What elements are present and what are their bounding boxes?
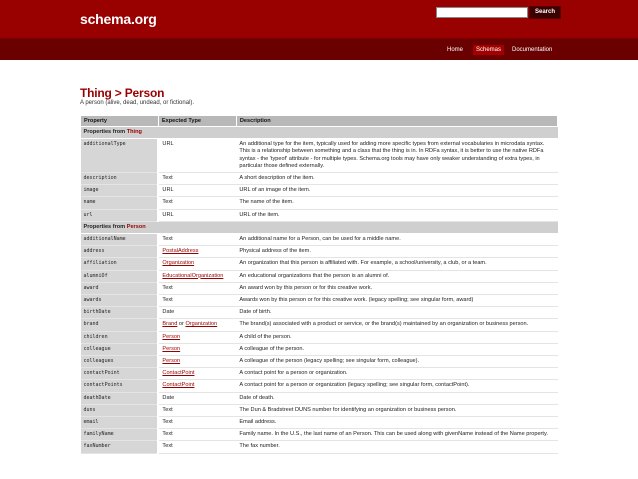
search-button[interactable]: Search — [529, 6, 561, 19]
table-row — [81, 417, 558, 429]
breadcrumb-separator: > — [111, 86, 125, 100]
type-link[interactable]: EducationalOrganization — [162, 272, 224, 279]
table-row — [81, 234, 558, 246]
property-name[interactable]: affiliation — [81, 258, 159, 270]
nav-item-home[interactable]: Home — [447, 47, 464, 53]
property-description: Email address. — [236, 417, 557, 429]
table-row — [81, 307, 558, 319]
section-header — [81, 221, 558, 233]
type-text: Text — [162, 419, 173, 426]
section-prefix: Properties from — [83, 129, 127, 135]
property-name[interactable]: email — [81, 417, 159, 429]
property-description: A child of the person. — [236, 331, 557, 343]
table-row — [81, 356, 558, 368]
section-header — [81, 127, 558, 139]
expected-type-cell — [158, 417, 236, 429]
nav-bar — [0, 38, 638, 60]
type-text: or — [177, 321, 186, 328]
type-link[interactable]: ContactPoint — [162, 382, 195, 389]
expected-type-cell — [158, 139, 236, 173]
expected-type-cell — [158, 185, 236, 197]
property-description: The Dun & Bradstreet DUNS number for identifying an organization or business person. — [236, 404, 557, 416]
expected-type-cell — [158, 356, 236, 368]
property-description: Date of death. — [236, 392, 557, 404]
expected-type-cell — [158, 282, 236, 294]
breadcrumb-thing[interactable]: Thing — [80, 86, 112, 100]
property-description: Physical address of the item. — [236, 246, 557, 258]
property-name[interactable]: image — [81, 185, 159, 197]
type-link[interactable]: Person — [162, 333, 181, 340]
table-row — [81, 173, 558, 185]
table-row — [81, 404, 558, 416]
table-row — [81, 331, 558, 343]
type-text: Text — [162, 406, 173, 413]
type-link[interactable]: PostalAddress — [162, 248, 199, 255]
property-name[interactable]: award — [81, 282, 159, 294]
table-row — [81, 139, 558, 173]
property-name[interactable]: contactPoints — [81, 380, 159, 392]
column-header-description: Description — [236, 116, 557, 127]
table-body — [81, 127, 558, 454]
table-row — [81, 282, 558, 294]
property-description: A contact point for a person or organization (legacy spelling; see singular form, contactPoint). — [236, 380, 557, 392]
property-name[interactable]: additionalName — [81, 234, 159, 246]
expected-type-cell — [158, 368, 236, 380]
section-header-row — [81, 221, 558, 233]
property-description: A short description of the item. — [236, 173, 557, 185]
table-row — [81, 270, 558, 282]
table-row — [81, 368, 558, 380]
column-header-expected-type: Expected Type — [158, 116, 236, 127]
table-row — [81, 197, 558, 209]
expected-type-cell — [158, 246, 236, 258]
header-bar — [0, 0, 638, 38]
breadcrumb-person: Person — [124, 86, 165, 100]
expected-type-cell — [158, 209, 236, 221]
property-name[interactable]: alumniOf — [81, 270, 159, 282]
type-text: Text — [162, 431, 173, 438]
type-text: Text — [162, 236, 173, 243]
section-prefix: Properties from — [83, 223, 127, 230]
table-row — [81, 246, 558, 258]
type-text: Date — [162, 394, 175, 401]
property-name[interactable]: colleague — [81, 343, 159, 355]
expected-type-cell — [158, 307, 236, 319]
properties-table — [80, 115, 558, 454]
site-logo[interactable]: schema.org — [80, 11, 157, 27]
property-description: URL of an image of the item. — [236, 185, 557, 197]
type-link[interactable]: Organization — [162, 260, 195, 267]
type-text: URL — [162, 187, 174, 194]
property-name[interactable]: familyName — [81, 429, 159, 441]
property-name[interactable]: colleagues — [81, 356, 159, 368]
column-header-property: Property — [81, 116, 159, 127]
property-description: Date of birth. — [236, 307, 557, 319]
property-description: An award won by this person or for this creative work. — [236, 282, 557, 294]
property-name[interactable]: additionalType — [81, 139, 159, 173]
expected-type-cell — [158, 173, 236, 185]
expected-type-cell — [158, 441, 236, 453]
table-row — [81, 429, 558, 441]
expected-type-cell — [158, 392, 236, 404]
property-name[interactable]: faxNumber — [81, 441, 159, 453]
table-row — [81, 441, 558, 453]
page-title — [80, 86, 164, 100]
page-subtitle: A person (alive, dead, undead, or fictional). — [80, 100, 195, 106]
property-description: An additional name for a Person, can be used for a middle name. — [236, 234, 557, 246]
table-row — [81, 209, 558, 221]
type-text: Text — [162, 284, 173, 291]
type-text: Text — [162, 297, 173, 304]
expected-type-cell — [158, 295, 236, 307]
type-link[interactable]: Brand — [162, 321, 178, 328]
property-description: The fax number. — [236, 441, 557, 453]
property-name[interactable]: duns — [81, 404, 159, 416]
property-name[interactable]: awards — [81, 295, 159, 307]
property-description: The name of the item. — [236, 197, 557, 209]
property-name[interactable]: birthDate — [81, 307, 159, 319]
nav-item-documentation[interactable]: Documentation — [512, 47, 553, 53]
type-text: URL — [162, 141, 174, 148]
section-type-link[interactable]: Person — [126, 223, 146, 230]
type-text: URL — [162, 211, 174, 218]
property-description: An additional type for the item, typically used for adding more specific types from external vocabularies in microdata syntax. This is a relationship between something and a class that the thing is in. In RDFa syntax, it is better to use the native RDFa syntax - the 'typeof' attribute - for multiple types. Schema.org tools may have only weaker understanding of extra types, in particular those defined externally. — [236, 139, 557, 173]
property-name[interactable]: brand — [81, 319, 159, 331]
section-header-row — [81, 127, 558, 139]
expected-type-cell — [158, 343, 236, 355]
search-input[interactable] — [436, 7, 528, 18]
property-description: Family name. In the U.S., the last name of an Person. This can be used along with givenName instead of the Name property. — [236, 429, 557, 441]
property-name[interactable]: url — [81, 209, 159, 221]
property-name[interactable]: name — [81, 197, 159, 209]
table-header-row — [81, 116, 558, 127]
table-row — [81, 343, 558, 355]
property-description: A contact point for a person or organization. — [236, 368, 557, 380]
property-description: Awards won by this person or for this creative work. (legacy spelling; see singular form, award) — [236, 295, 557, 307]
property-description: An organization that this person is affiliated with. For example, a school/university, a club, or a team. — [236, 258, 557, 270]
type-link[interactable]: Person — [162, 358, 181, 365]
expected-type-cell — [158, 380, 236, 392]
table-row — [81, 380, 558, 392]
property-name[interactable]: contactPoint — [81, 368, 159, 380]
property-name[interactable]: children — [81, 331, 159, 343]
table-row — [81, 295, 558, 307]
expected-type-cell — [158, 197, 236, 209]
property-description: A colleague of the person (legacy spelling; see singular form, colleague). — [236, 356, 557, 368]
property-name[interactable]: description — [81, 173, 159, 185]
property-description: An educational organizations that the person is an alumni of. — [236, 270, 557, 282]
type-link[interactable]: Person — [162, 345, 181, 352]
expected-type-cell — [158, 319, 236, 331]
expected-type-cell — [158, 234, 236, 246]
table-row — [81, 319, 558, 331]
property-description: A colleague of the person. — [236, 343, 557, 355]
table-row — [81, 185, 558, 197]
expected-type-cell — [158, 270, 236, 282]
type-text: Text — [162, 199, 173, 206]
property-description: URL of the item. — [236, 209, 557, 221]
table-row — [81, 258, 558, 270]
expected-type-cell — [158, 429, 236, 441]
table-row — [81, 392, 558, 404]
section-type-link[interactable]: Thing — [126, 129, 142, 135]
type-link[interactable]: ContactPoint — [162, 370, 195, 377]
property-name[interactable]: address — [81, 246, 159, 258]
type-link[interactable]: Organization — [185, 321, 218, 328]
type-text: Text — [162, 443, 173, 450]
expected-type-cell — [158, 258, 236, 270]
expected-type-cell — [158, 404, 236, 416]
nav-item-schemas[interactable]: Schemas — [473, 45, 504, 55]
type-text: Date — [162, 309, 175, 316]
expected-type-cell — [158, 331, 236, 343]
type-text: Text — [162, 175, 173, 182]
property-name[interactable]: deathDate — [81, 392, 159, 404]
property-description: The brand(s) associated with a product or service, or the brand(s) maintained by an organization or business person. — [236, 319, 557, 331]
